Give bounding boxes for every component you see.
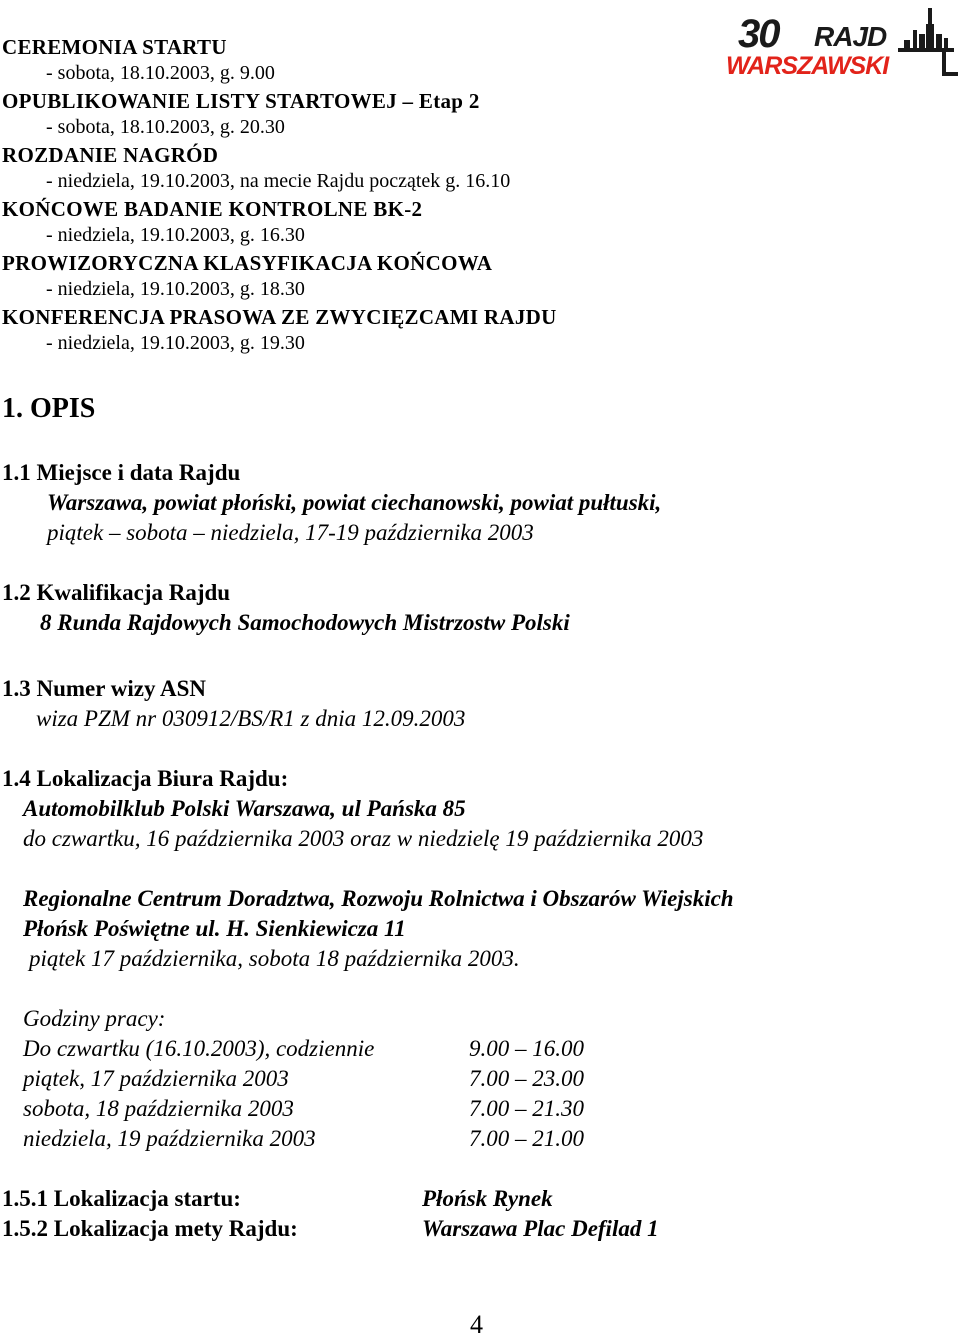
schedule-detail-1: - sobota, 18.10.2003, g. 20.30 <box>46 116 285 138</box>
office2-address: Płońsk Poświętne ul. H. Sienkiewicza 11 <box>23 916 406 941</box>
schedule-title-0: CEREMONIA STARTU <box>2 35 227 59</box>
heading-1-4: 1.4 Lokalizacja Biura Rajdu: <box>2 766 289 791</box>
hours-time-1: 7.00 – 23.00 <box>469 1066 584 1091</box>
visa-line: wiza PZM nr 030912/BS/R1 z dnia 12.09.2003 <box>36 706 466 731</box>
start-location-label: 1.5.1 Lokalizacja startu: <box>2 1186 241 1211</box>
hours-day-1: piątek, 17 października 2003 <box>23 1066 289 1091</box>
finish-location-value: Warszawa Plac Defilad 1 <box>422 1216 659 1241</box>
schedule-title-4: PROWIZORYCZNA KLASYFIKACJA KOŃCOWA <box>2 251 493 275</box>
office1-name: Automobilklub Polski Warszawa, ul Pańska 85 <box>23 796 466 821</box>
heading-1-1: 1.1 Miejsce i data Rajdu <box>2 460 241 485</box>
hours-day-0: Do czwartku (16.10.2003), codziennie <box>23 1036 375 1061</box>
hours-time-3: 7.00 – 21.00 <box>469 1126 584 1151</box>
hours-time-2: 7.00 – 21.30 <box>469 1096 584 1121</box>
office1-dates: do czwartku, 16 października 2003 oraz w niedzielę 19 października 2003 <box>23 826 704 851</box>
logo-skyline-icon <box>898 4 958 82</box>
section-heading-opis: 1. OPIS <box>2 393 96 424</box>
finish-location-label: 1.5.2 Lokalizacja mety Rajdu: <box>2 1216 298 1241</box>
hours-label: Godziny pracy: <box>23 1006 166 1031</box>
logo-number: 30 <box>738 12 779 56</box>
schedule-detail-3: - niedziela, 19.10.2003, g. 16.30 <box>46 224 305 246</box>
logo-word-warszawski: WARSZAWSKI <box>726 52 889 80</box>
schedule-detail-4: - niedziela, 19.10.2003, g. 18.30 <box>46 278 305 300</box>
hours-day-3: niedziela, 19 października 2003 <box>23 1126 316 1151</box>
start-location-value: Płońsk Rynek <box>422 1186 553 1211</box>
hours-day-2: sobota, 18 października 2003 <box>23 1096 294 1121</box>
schedule-title-2: ROZDANIE NAGRÓD <box>2 143 219 167</box>
heading-1-2: 1.2 Kwalifikacja Rajdu <box>2 580 231 605</box>
rally-logo <box>722 4 958 86</box>
schedule-detail-5: - niedziela, 19.10.2003, g. 19.30 <box>46 332 305 354</box>
schedule-title-5: KONFERENCJA PRASOWA ZE ZWYCIĘZCAMI RAJDU <box>2 305 557 329</box>
office2-name: Regionalne Centrum Doradztwa, Rozwoju Rolnictwa i Obszarów Wiejskich <box>23 886 734 911</box>
date-line: piątek – sobota – niedziela, 17-19 października 2003 <box>47 520 534 545</box>
page-number: 4 <box>470 1310 483 1339</box>
office2-dates: piątek 17 października, sobota 18 października 2003. <box>29 946 520 971</box>
schedule-title-1: OPUBLIKOWANIE LISTY STARTOWEJ – Etap 2 <box>2 89 480 113</box>
hours-time-0: 9.00 – 16.00 <box>469 1036 584 1061</box>
schedule-detail-2: - niedziela, 19.10.2003, na mecie Rajdu początek g. 16.10 <box>46 170 511 192</box>
qualification-line: 8 Runda Rajdowych Samochodowych Mistrzostw Polski <box>40 610 570 635</box>
schedule-detail-0: - sobota, 18.10.2003, g. 9.00 <box>46 62 275 84</box>
heading-1-3: 1.3 Numer wizy ASN <box>2 676 207 701</box>
logo-word-rajd: RAJD <box>814 21 887 52</box>
place-line: Warszawa, powiat płoński, powiat ciechanowski, powiat pułtuski, <box>47 490 662 515</box>
schedule-title-3: KOŃCOWE BADANIE KONTROLNE BK-2 <box>2 197 423 221</box>
